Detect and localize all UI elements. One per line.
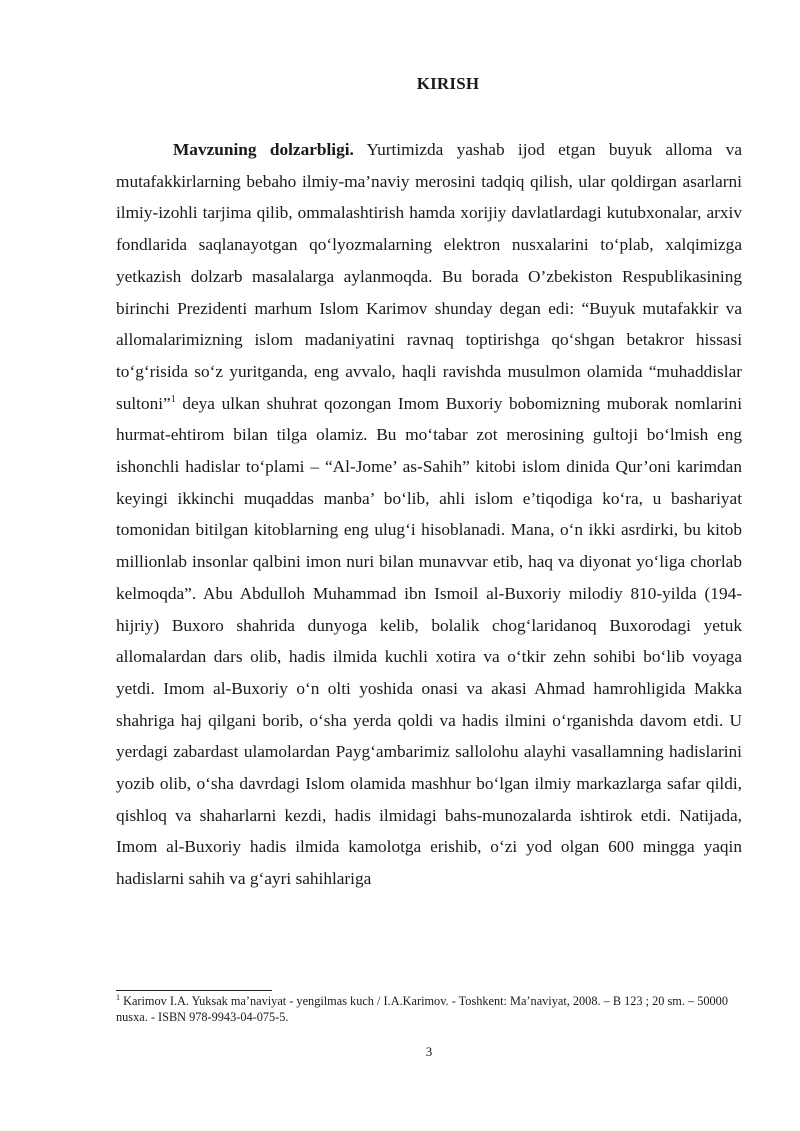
section-title: KIRISH (416, 74, 480, 93)
paragraph-lead: Mavzuning dolzarbligi. (173, 140, 354, 159)
footnote-reference: 1 (170, 393, 176, 405)
paragraph-text-part-1: Yurtimizda yashab ijod etgan buyuk alloma va mutafakkirlarning bebaho ilmiy-ma’naviy merosini tadqiq qilish, ular qoldirgan asarlarni ilmiy-izohli tarjima qilib, ommalashtirish hamda xorijiy davlatlardagi kutubxonalar, arxiv fondlarida saqlanayotgan qo‘lyozmalarning elektron nusxalarini to‘plab, xalqimizga yetkazish dolzarb masalalarga aylanmoqda. Bu borada O’zbekiston Respublikasining birinchi Prezidenti marhum Islom Karimov shunday degan edi: “Buyuk mutafakkir va allomalarimizning islom madaniyatini ravnaq toptirishga qo‘shgan betakror hissasi to‘g‘risida so‘z yuritganda, eng avvalo, haqli ravishda musulmon olamida “muhaddislar sultoni” (116, 140, 742, 413)
paragraph-text-part-2: deya ulkan shuhrat qozongan Imom Buxoriy bobomizning muborak nomlarini hurmat-ehtirom bilan tilga olamiz. Bu mo‘tabar zot merosining gultoji bo‘lmish eng ishonchli hadislar to‘plami – “Al-Jome’ as-Sahih” kitobi islom dinida Qur’oni karimdan keyingi ikkinchi muqaddas manba’ bo‘lib, ahli islom e’tiqodiga ko‘ra, u bashariyat tomonidan bitilgan kitoblarning eng ulug‘i hisoblanadi. Mana, o‘n ikki asrdirki, bu kitob millionlab insonlar qalbini imon nuri bilan munavvar etib, haq va diyonat yo‘liga chorlab kelmoqda”. Abu Abdulloh Muhammad ibn Ismoil al-Buxoriy milodiy 810-yilda (194-hijriy) Buxoro shahrida dunyoga kelib, bolalik chog‘laridanoq Buxorodagi yetuk allomalardan dars olib, hadis ilmida kuchli xotira va o‘tkir zehn sohibi bo‘lib voyaga yetdi. Imom al-Buxoriy o‘n olti yoshida onasi va akasi Ahmad hamrohligida Makka shahriga haj qilgani borib, o‘sha yerda qoldi va hadis ilmini o‘rganishda davom etdi. U yerdagi zabardast ulamolardan Payg‘ambarimiz sallolohu alayhi vasallamning hadislarini yozib olib, o‘sha davrdagi Islom olamida mashhur bo‘lgan ilmiy markazlarga safar qildi, qishloq va shaharlarni kezdi, hadis ilmidagi bahs-munozalarda ishtirok etdi. Natijada, Imom al-Buxoriy hadis ilmida kamolotga erishib, o‘zi yod olgan 600 mingga yaqin hadislarni sahih va g‘ayri sahihlariga (116, 393, 742, 889)
page-number: 3 (425, 1044, 433, 1059)
footnote-separator (116, 990, 272, 991)
footnote-text: Karimov I.A. Yuksak ma’naviyat - yengilmas kuch / I.A.Karimov. - Toshkent: Ma’naviyat, 2008. – B 123 ; 20 sm. – 50000 nusxa. - ISBN 978-9943-04-075-5. (116, 994, 728, 1024)
body-paragraph (116, 134, 742, 895)
footnote (116, 993, 746, 1025)
footnote-number: 1 (116, 992, 120, 1002)
